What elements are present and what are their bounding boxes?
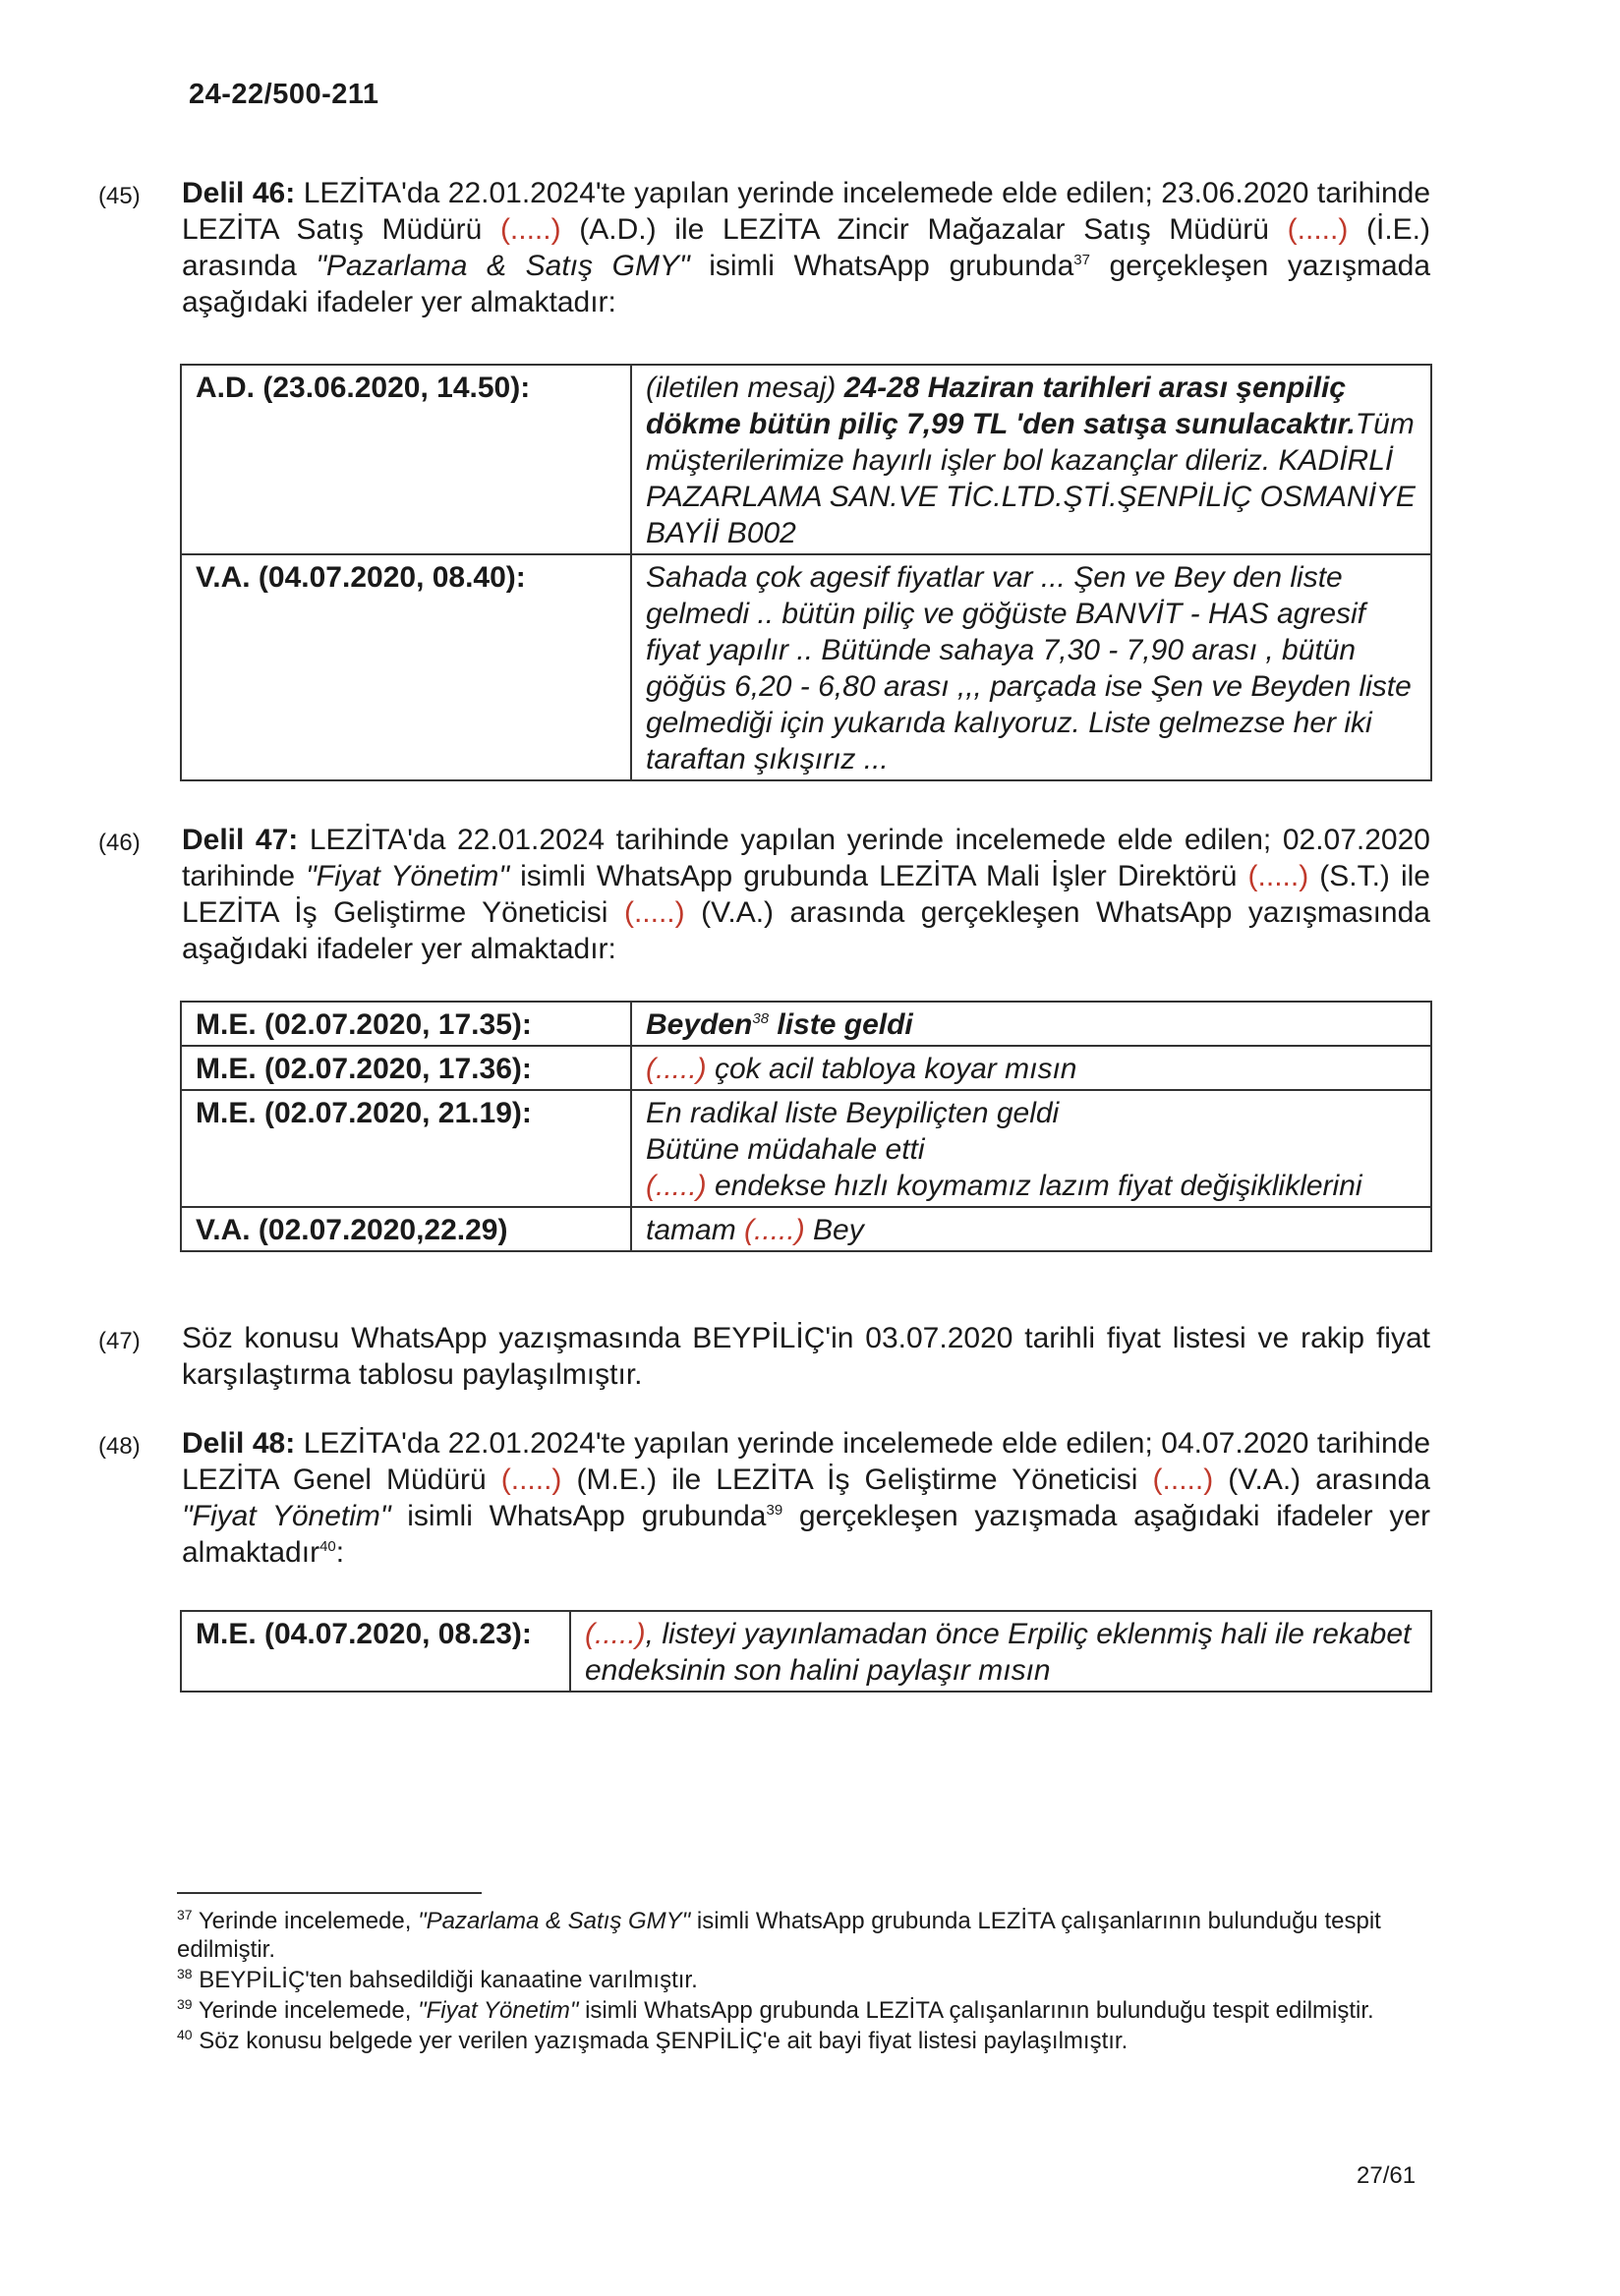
paragraph-number: (47) [98, 1328, 141, 1354]
text-span: Yerinde incelemede, [192, 1908, 419, 1934]
evidence-label: Delil 48: [182, 1427, 296, 1460]
message-line: Bütüne müdahale etti [646, 1133, 925, 1166]
sender-cell: V.A. (02.07.2020,22.29) [181, 1207, 631, 1251]
text-span: BEYPİLİÇ'ten bahsedildiği kanaatine varılmıştır. [192, 1967, 698, 1993]
bold-text: Beyden [646, 1008, 753, 1041]
sender-cell: M.E. (04.07.2020, 08.23): [181, 1611, 570, 1692]
text-span: Bey [804, 1214, 864, 1246]
group-name: "Pazarlama & Satış GMY" [418, 1908, 691, 1934]
text-span: : [335, 1536, 345, 1569]
redacted-name: (.....) [499, 213, 561, 246]
text-span: gerçekleşen yazışmada aşağıdaki ifadeler yer almaktadır: [182, 250, 1430, 318]
text-span: (V.A.) arasında [1213, 1464, 1430, 1496]
table-row [181, 365, 1431, 554]
message-table-3 [180, 1610, 1432, 1693]
text-span: (M.E.) ile LEZİTA İş Geliştirme Yöneticisi [561, 1464, 1153, 1496]
paragraph-48 [98, 1425, 1430, 1571]
redacted-name: (.....) [646, 1170, 707, 1202]
page-number: 27/61 [1357, 2162, 1417, 2189]
group-name: "Fiyat Yönetim" [182, 1500, 391, 1532]
footnote-ref: 39 [766, 1502, 783, 1519]
text-span: isimli WhatsApp grubunda [390, 1500, 767, 1532]
message-table-2 [180, 1001, 1432, 1252]
footnote-40 [177, 2027, 1430, 2055]
paragraph-45 [98, 175, 1430, 320]
message-cell [631, 365, 1431, 554]
text-span: (iletilen mesaj) [646, 372, 844, 404]
paragraph-number: (48) [98, 1433, 141, 1460]
group-name: "Fiyat Yönetim" [418, 1997, 579, 2024]
table-row [181, 1611, 1431, 1692]
redacted-name: (.....) [500, 1464, 562, 1496]
text-span: , listeyi yayınlamadan önce Erpiliç eklenmiş hali ile rekabet endeksinin son halini paylaşır mısın [585, 1618, 1412, 1687]
text-span: isimli WhatsApp grubunda LEZİTA Mali İşler Direktörü [509, 860, 1248, 892]
bold-text: liste geldi [769, 1008, 913, 1041]
paragraph-body [182, 1425, 1430, 1571]
redacted-name: (.....) [623, 896, 685, 929]
table-row [181, 1046, 1431, 1090]
redacted-name: (.....) [1287, 213, 1349, 246]
sender-cell: A.D. (23.06.2020, 14.50): [181, 365, 631, 554]
bold-text: 24-28 Haziran tarihleri arası şenpiliç dökme bütün piliç 7,99 TL 'den satışa sunulacaktır. [646, 372, 1356, 440]
table-row [181, 1207, 1431, 1251]
text-span: endekse hızlı koymamız lazım fiyat değişikliklerini [706, 1170, 1362, 1202]
message-line: En radikal liste Beypiliçten geldi [646, 1097, 1060, 1129]
text-span: isimli WhatsApp grubunda LEZİTA çalışanlarının bulunduğu tespit edilmiştir. [578, 1997, 1374, 2024]
sender-cell: V.A. (04.07.2020, 08.40): [181, 554, 631, 780]
paragraph-number: (46) [98, 830, 141, 856]
paragraph-body: Söz konusu WhatsApp yazışmasında BEYPİLİÇ'in 03.07.2020 tarihli fiyat listesi ve rakip fiyat karşılaştırma tablosu paylaşılmıştır. [182, 1322, 1430, 1391]
message-cell: Sahada çok agesif fiyatlar var ... Şen ve Bey den liste gelmedi .. bütün piliç ve göğüste BANVİT - HAS agresif fiyat yapılır .. Bütünde sahaya 7,30 - 7,90 arası , bütün göğüs 6,20 - 6,80 arası ,,, parçada ise Şen ve Beyden liste gelmediği için yukarıda kalıyoruz. Liste gelmezse her iki taraftan şıkışırız ... [631, 554, 1431, 780]
redacted-name: (.....) [744, 1214, 805, 1246]
text-span: isimli WhatsApp grubunda LEZİTA çalışanlarının bulunduğu tespit edilmiştir. [177, 1908, 1381, 1963]
text-span: LEZİTA'da 22.01.2024 tarihinde yapılan yerinde incelemede elde edilen; 02.07.2020 tarihinde [182, 824, 1430, 892]
paragraph-body [182, 175, 1430, 320]
text-span: (V.A.) arasında gerçekleşen WhatsApp yazışmasında aşağıdaki ifadeler yer almaktadır: [182, 896, 1430, 965]
paragraph-47 [98, 1320, 1430, 1393]
footnote-38 [177, 1966, 1430, 1994]
footnote-ref: 40 [319, 1538, 336, 1555]
redacted-name: (.....) [585, 1618, 646, 1650]
redacted-name: (.....) [646, 1053, 707, 1085]
message-cell [631, 1046, 1431, 1090]
footnote-separator [177, 1892, 482, 1894]
text-span: (İ.E.) arasında [182, 213, 1430, 282]
table-row [181, 554, 1431, 780]
message-cell [631, 1090, 1431, 1207]
text-span: Tüm müşterilerimize hayırlı işler bol kazançlar dileriz. KADİRLİ PAZARLAMA SAN.VE TİC.LTD.ŞTİ.ŞENPİLİÇ OSMANİYE BAYİİ B002 [646, 408, 1416, 549]
message-cell [631, 1207, 1431, 1251]
message-table-1 [180, 364, 1432, 781]
sender-cell: M.E. (02.07.2020, 21.19): [181, 1090, 631, 1207]
group-name: "Pazarlama & Satış GMY" [316, 250, 690, 282]
table-row [181, 1090, 1431, 1207]
footnote-ref: 37 [1073, 252, 1090, 268]
message-cell [631, 1002, 1431, 1046]
table-row [181, 1002, 1431, 1046]
text-span: tamam [646, 1214, 745, 1246]
message-cell [570, 1611, 1431, 1692]
sender-cell: M.E. (02.07.2020, 17.36): [181, 1046, 631, 1090]
text-span: gerçekleşen yazışmada aşağıdaki ifadeler yer almaktadır [182, 1500, 1431, 1569]
redacted-name: (.....) [1247, 860, 1309, 892]
evidence-label: Delil 46: [182, 177, 296, 209]
sender-cell: M.E. (02.07.2020, 17.35): [181, 1002, 631, 1046]
paragraph-46 [98, 822, 1430, 967]
footnotes [177, 1907, 1430, 2057]
paragraph-body [182, 822, 1430, 967]
footnote-number: 40 [177, 2027, 193, 2042]
footnote-number: 39 [177, 1996, 193, 2012]
footnote-ref: 38 [752, 1010, 770, 1027]
text-span: (A.D.) ile LEZİTA Zincir Mağazalar Satış Müdürü [560, 213, 1288, 246]
evidence-label: Delil 47: [182, 824, 299, 856]
document-id: 24-22/500-211 [189, 79, 379, 110]
group-name: "Fiyat Yönetim" [306, 860, 510, 892]
text-span: Söz konusu belgede yer verilen yazışmada ŞENPİLİÇ'e ait bayi fiyat listesi paylaşılmıştır. [192, 2028, 1128, 2054]
message-line [646, 1168, 1420, 1204]
text-span: LEZİTA'da 22.01.2024'te yapılan yerinde incelemede elde edilen; 23.06.2020 tarihinde LEZİTA Satış Müdürü [182, 177, 1430, 246]
text-span: isimli WhatsApp grubunda [689, 250, 1074, 282]
text-span: çok acil tabloya koyar mısın [706, 1053, 1077, 1085]
redacted-name: (.....) [1152, 1464, 1214, 1496]
text-span: Yerinde incelemede, [192, 1997, 419, 2024]
footnote-39 [177, 1996, 1430, 2025]
footnote-37 [177, 1907, 1430, 1964]
footnote-number: 37 [177, 1907, 193, 1923]
footnote-number: 38 [177, 1966, 193, 1981]
text-span: LEZİTA'da 22.01.2024'te yapılan yerinde incelemede elde edilen; 04.07.2020 tarihinde LEZİTA Genel Müdürü [182, 1427, 1430, 1496]
text-span: (S.T.) ile LEZİTA İş Geliştirme Yöneticisi [182, 860, 1430, 929]
paragraph-number: (45) [98, 183, 141, 209]
